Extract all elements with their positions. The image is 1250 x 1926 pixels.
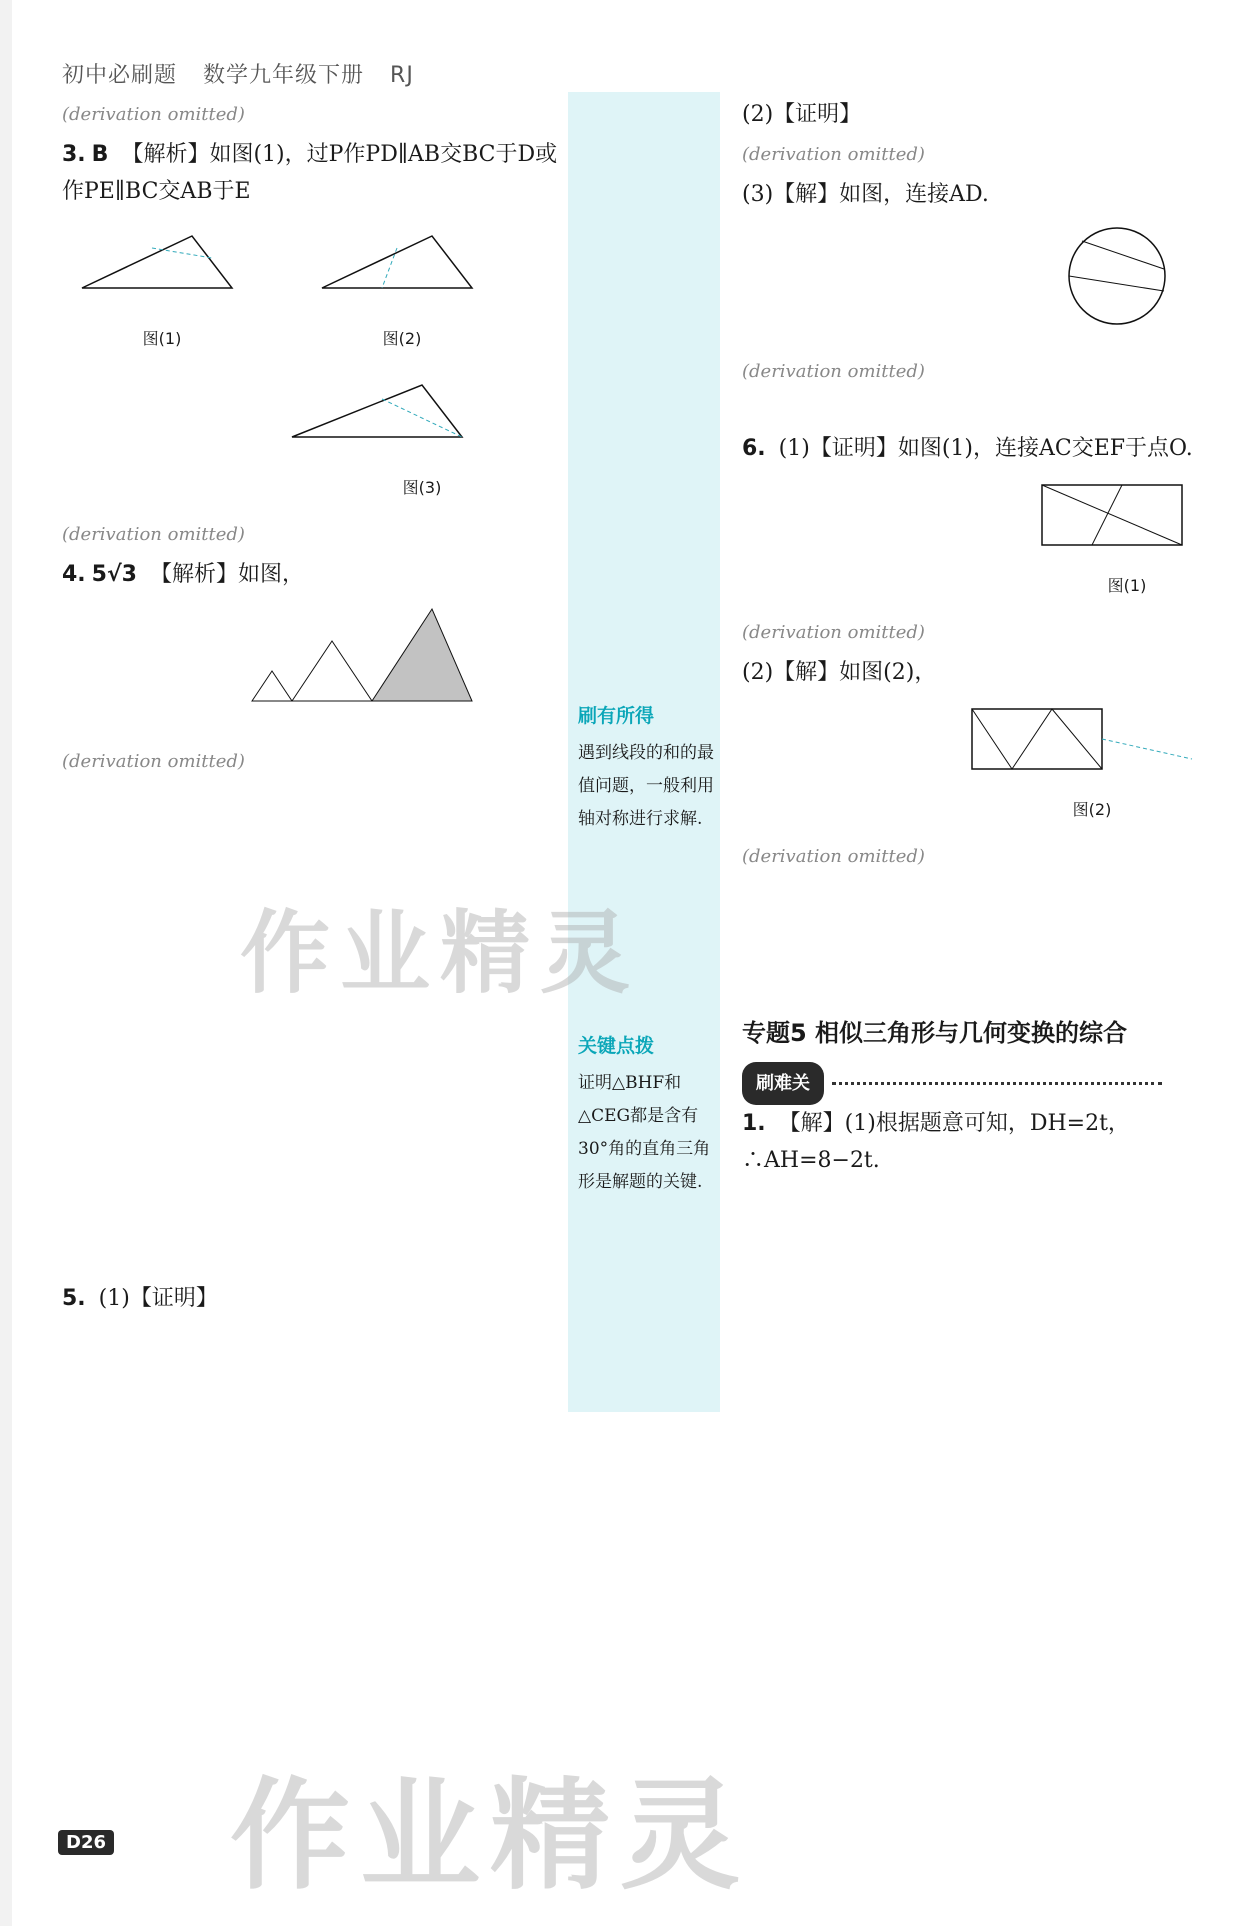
question-text: 【解析】如图(1)，过P作PD∥AB交BC于D或作PE∥BC交AB于E <box>62 142 558 204</box>
question-text: (1)【证明】如图(1)，连接AC交EF于点O. <box>778 436 1193 461</box>
side-note-1 <box>578 700 718 836</box>
question-number: 1. <box>742 1111 766 1136</box>
triangle-figure-1 <box>62 218 262 308</box>
answer-letter: B <box>91 142 109 167</box>
rectangle-figure-1 <box>1032 475 1222 604</box>
question-text: 【解析】如图， <box>149 562 304 587</box>
question-number: 4. <box>62 562 86 587</box>
left-column <box>62 96 562 1320</box>
question-number: 5. <box>62 1286 86 1311</box>
omitted-text: (derivation omitted) <box>62 751 245 772</box>
page-number: D26 <box>58 1830 114 1855</box>
figure-2 <box>302 218 502 357</box>
omitted-text: (derivation omitted) <box>742 846 925 867</box>
question-text: (1)【证明】 <box>98 1286 218 1311</box>
topic-heading: 专题5 相似三角形与几何变换的综合 <box>742 1019 1128 1047</box>
omitted-text: (derivation omitted) <box>742 144 925 165</box>
question-1 <box>742 1105 1222 1179</box>
figure-1 <box>62 218 262 357</box>
question-number: 3. <box>62 142 86 167</box>
omitted-text: (derivation omitted) <box>742 622 925 643</box>
question-3 <box>62 136 562 210</box>
figure-caption: 图(2) <box>382 329 422 348</box>
figure-3 <box>282 367 562 506</box>
figure-equilateral <box>242 601 562 733</box>
answer-value: 5√3 <box>91 562 137 587</box>
figure-caption: 图(1) <box>142 329 182 348</box>
figure-row-1-2 <box>62 218 562 357</box>
rectangle-diagram-2 <box>962 699 1202 779</box>
question-6 <box>742 430 1222 467</box>
equilateral-triangles-figure <box>242 601 482 721</box>
figure-caption: 图(3) <box>402 478 442 497</box>
triangle-figure-3 <box>282 367 482 457</box>
watermark-lower: 作业精灵 <box>230 1767 750 1906</box>
note-title: 刷有所得 <box>578 705 655 727</box>
subject-title: 数学九年级下册 <box>203 63 365 88</box>
rectangle-figure-2 <box>962 699 1222 828</box>
difficulty-badge: 刷难关 <box>742 1062 824 1105</box>
section-banner <box>742 1062 1222 1105</box>
question-5 <box>62 1280 562 1317</box>
circle-figure <box>1042 221 1222 343</box>
circle-diagram <box>1042 221 1192 331</box>
watermark-upper: 作业精灵 <box>240 901 640 1006</box>
q5-part-2: (2)【证明】 <box>742 102 862 127</box>
figure-caption: 图(2) <box>1072 800 1112 819</box>
q6-part-2: (2)【解】如图(2)， <box>742 660 937 685</box>
page-edge <box>0 0 12 1926</box>
omitted-text: (derivation omitted) <box>62 104 245 125</box>
running-header <box>62 58 432 89</box>
triangle-figure-2 <box>302 218 502 308</box>
edition-label: RJ <box>390 63 414 88</box>
rectangle-diagram-1 <box>1032 475 1192 555</box>
q5-part-3: (3)【解】如图，连接AD. <box>742 182 989 207</box>
note-body: 遇到线段的和的最值问题，一般利用轴对称进行求解. <box>578 743 714 829</box>
figure-caption: 图(1) <box>1107 576 1147 595</box>
dotted-rule <box>832 1082 1162 1085</box>
question-text: 【解】(1)根据题意可知，DH=2t，∴AH=8−2t. <box>742 1111 1130 1173</box>
note-title: 关键点拨 <box>578 1035 655 1057</box>
right-column <box>742 96 1222 1182</box>
side-note-2 <box>578 1030 718 1199</box>
note-body: 证明△BHF和△CEG都是含有30°角的直角三角形是解题的关键. <box>578 1073 711 1192</box>
question-number: 6. <box>742 436 766 461</box>
series-title: 初中必刷题 <box>62 63 178 88</box>
omitted-text: (derivation omitted) <box>742 361 925 382</box>
question-4 <box>62 556 562 593</box>
omitted-text: (derivation omitted) <box>62 524 245 545</box>
